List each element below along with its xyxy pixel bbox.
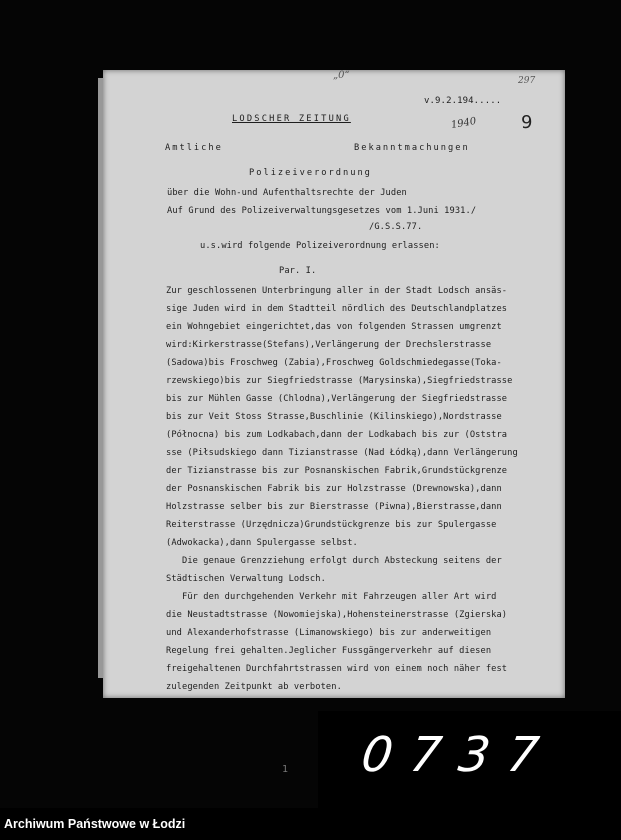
paragraph-heading: Par. I.	[279, 266, 317, 276]
handwritten-year: 1940	[450, 115, 478, 132]
body-line: ein Wohngebiet eingerichtet,das von folgenden Strassen umgrenzt	[166, 322, 502, 332]
body-line: Städtischen Verwaltung Lodsch.	[166, 574, 326, 584]
body-line: der Tizianstrasse bis zur Posnanskischen Fabrik,Grundstückgrenze	[166, 466, 508, 476]
body-line: bis zur Mühlen Gasse (Chlodna),Verlängerung der Siegfriedstrasse	[166, 394, 508, 404]
intro-line: u.s.wird folgende Polizeiverordnung erlassen:	[200, 241, 440, 251]
body-line: rzewskiego)bis zur Siegfriedstrasse (Marysinska),Siegfriedstrasse	[166, 376, 513, 386]
header-left: Amtliche	[165, 143, 223, 153]
archive-footer	[0, 808, 621, 840]
body-line: Reiterstrasse (Urzędnicza)Grundstückgrenze bis zur Spulergasse	[166, 520, 497, 530]
body-line: sse (Piłsudskiego dann Tizianstrasse (Nad Łódką),dann Verlängerung	[166, 448, 518, 458]
handwritten-top-note: „0“	[333, 70, 350, 81]
handwritten-corner-number: 297	[518, 76, 536, 86]
body-line: (Sadowa)bis Froschweg (Zabia),Froschweg Goldschmiedegasse(Toka-	[166, 358, 502, 368]
body-line: Für den durchgehenden Verkehr mit Fahrzeugen aller Art wird	[166, 592, 497, 602]
header-right: Bekanntmachungen	[354, 143, 470, 153]
body-line: bis zur Veit Stoss Strasse,Buschlinie (Kilinskiego),Nordstrasse	[166, 412, 502, 422]
body-line: wird:Kirkerstrasse(Stefans),Verlängerung der Drechslerstrasse	[166, 340, 492, 350]
body-line: freigehaltenen Durchfahrtstrassen wird von einem noch näher fest	[166, 664, 508, 674]
body-line: (Północna) bis zum Lodkabach,dann der Lodkabach bis zur (Oststra	[166, 430, 508, 440]
frame-number: 0737	[358, 727, 561, 783]
document-date: v.9.2.194.....	[424, 96, 502, 106]
body-line: die Neustadtstrasse (Nowomiejska),Hohensteinerstrasse (Zgierska)	[166, 610, 508, 620]
handwritten-page-number: 9	[521, 112, 533, 133]
body-line: Regelung frei gehalten.Jeglicher Fussgängerverkehr auf diesen	[166, 646, 492, 656]
body-line: Zur geschlossenen Unterbringung aller in der Stadt Lodsch ansäs-	[166, 286, 508, 296]
archive-name: Archiwum Państwowe w Łodzi	[4, 817, 186, 831]
body-line: sige Juden wird in dem Stadtteil nördlich des Deutschlandplatzes	[166, 304, 508, 314]
body-line: der Posnanskischen Fabrik bis zur Holzstrasse (Drewnowska),dann	[166, 484, 502, 494]
subtitle-line: über die Wohn-und Aufenthaltsrechte der Juden	[167, 188, 407, 198]
body-line: und Alexanderhofstrasse (Limanowskiego) bis zur anderweitigen	[166, 628, 492, 638]
ordinance-title: Polizeiverordnung	[249, 168, 372, 178]
body-line: Holzstrasse selber bis zur Bierstrasse (Piwna),Bierstrasse,dann	[166, 502, 502, 512]
bottom-mark: 1	[282, 764, 289, 775]
body-line: Die genaue Grenzziehung erfolgt durch Absteckung seitens der	[166, 556, 502, 566]
body-line: zulegenden Zeitpunkt ab verboten.	[166, 682, 342, 692]
body-line: (Adwokacka),dann Spulergasse selbst.	[166, 538, 358, 548]
subtitle-line: Auf Grund des Polizeiverwaltungsgesetzes vom 1.Juni 1931./	[167, 206, 477, 216]
subtitle-line: /G.S.S.77.	[369, 222, 423, 232]
newspaper-title: LODSCHER ZEITUNG	[232, 114, 351, 124]
